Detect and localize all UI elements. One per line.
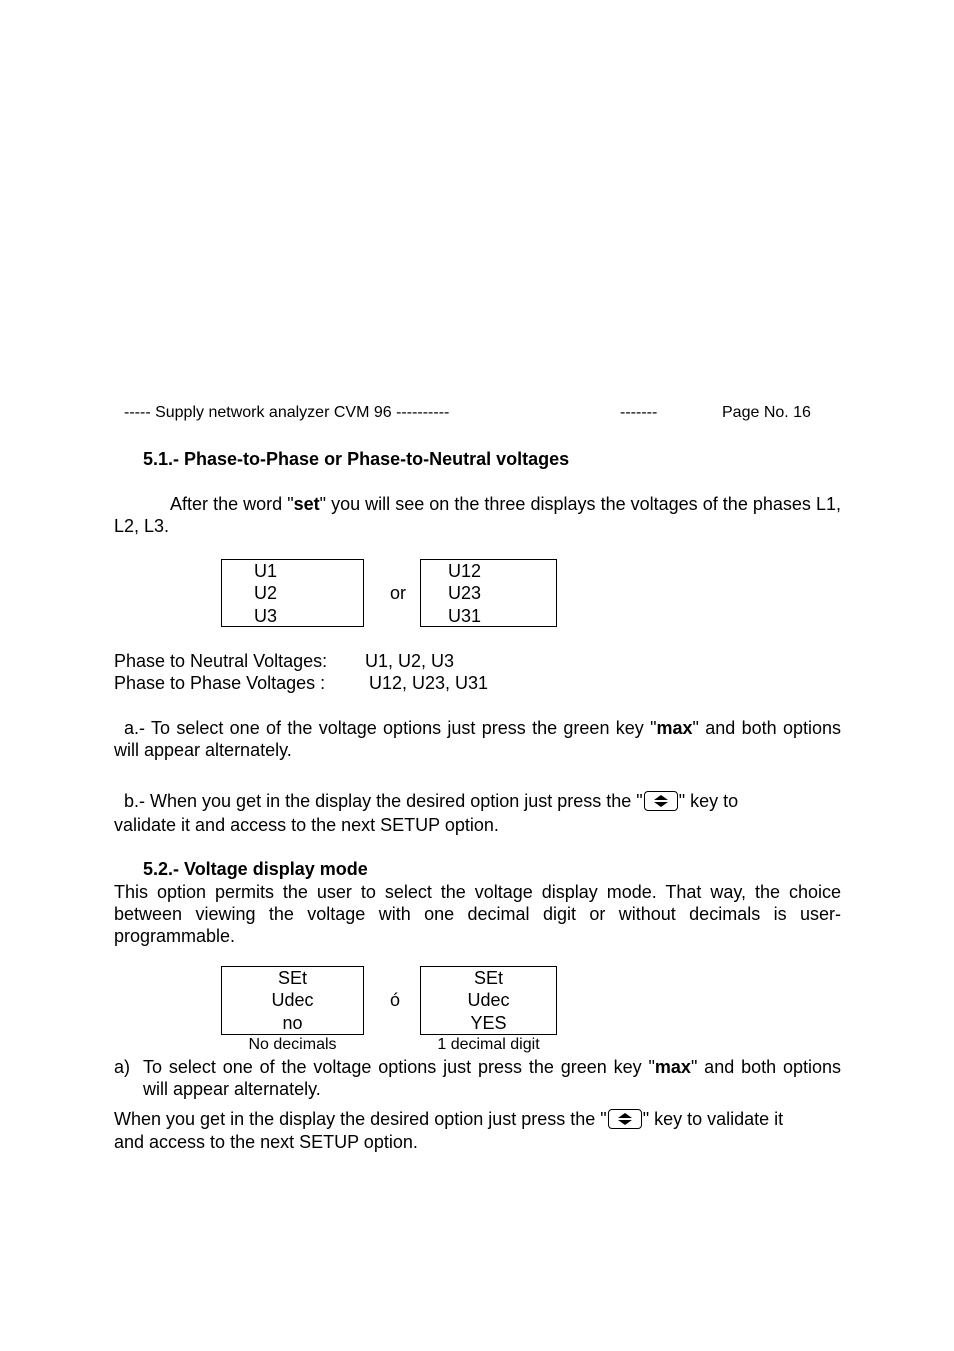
final-text-cont: and access to the next SETUP option. xyxy=(114,1132,418,1152)
page-number: Page No. 16 xyxy=(722,404,811,421)
phase-phase-label: Phase to Phase Voltages : xyxy=(114,673,326,693)
display-line: YES xyxy=(470,1013,507,1033)
display-line: U23 xyxy=(448,583,482,603)
list-marker-a: a) xyxy=(114,1057,131,1077)
header-separator: ------- xyxy=(620,404,658,421)
display-line: U2 xyxy=(254,583,278,603)
section-5-2-intro: This option permits the user to select the voltage display mode. That way, the choice between viewing the voltage with one decimal digit or without decimals is user-programmable. xyxy=(114,882,841,946)
display-line: U12 xyxy=(448,561,482,581)
display-line: U1 xyxy=(254,561,278,581)
display-line: SEt xyxy=(473,968,503,988)
step-a-text-2: To select one of the voltage options just press the green key "max" and both options will appear alternately. xyxy=(143,1057,841,1099)
display-box-phase-neutral xyxy=(221,559,364,627)
or-label: or xyxy=(390,583,407,603)
caption-one-decimal: 1 decimal digit xyxy=(437,1036,540,1053)
header-title: ----- Supply network analyzer CVM 96 ---------- xyxy=(124,404,450,421)
phase-neutral-label: Phase to Neutral Voltages: xyxy=(114,651,328,671)
step-b-text-cont: validate it and access to the next SETUP option. xyxy=(114,815,499,835)
display-box-no-decimals xyxy=(221,966,364,1035)
display-box-phase-phase xyxy=(420,559,557,627)
display-line: no xyxy=(282,1013,303,1033)
display-line: U31 xyxy=(448,606,482,626)
phase-neutral-value: U1, U2, U3 xyxy=(365,651,455,671)
phase-phase-value: U12, U23, U31 xyxy=(369,673,489,693)
step-a-text: a.- To select one of the voltage options just press the green key "max" and both options will appear alternately. xyxy=(114,718,841,760)
display-line: U3 xyxy=(254,606,278,626)
display-line: SEt xyxy=(277,968,307,988)
up-down-arrow-key-icon xyxy=(608,1109,642,1129)
caption-no-decimals: No decimals xyxy=(248,1036,337,1053)
section-5-2-heading: 5.2.- Voltage display mode xyxy=(143,859,368,879)
final-text: When you get in the display the desired option just press the " " key to validate it xyxy=(114,1109,784,1129)
section-5-1-intro: After the word "set" you will see on the three displays the voltages of the phases L1, L2, L3. xyxy=(114,494,841,536)
display-box-one-decimal xyxy=(420,966,557,1035)
display-line: Udec xyxy=(467,990,510,1010)
up-down-arrow-key-icon xyxy=(644,791,678,811)
or-label: ó xyxy=(390,990,401,1010)
section-5-1-heading: 5.1.- Phase-to-Phase or Phase-to-Neutral voltages xyxy=(143,449,570,469)
display-line: Udec xyxy=(271,990,314,1010)
step-b-text: b.- When you get in the display the desired option just press the " " key to xyxy=(124,791,739,811)
